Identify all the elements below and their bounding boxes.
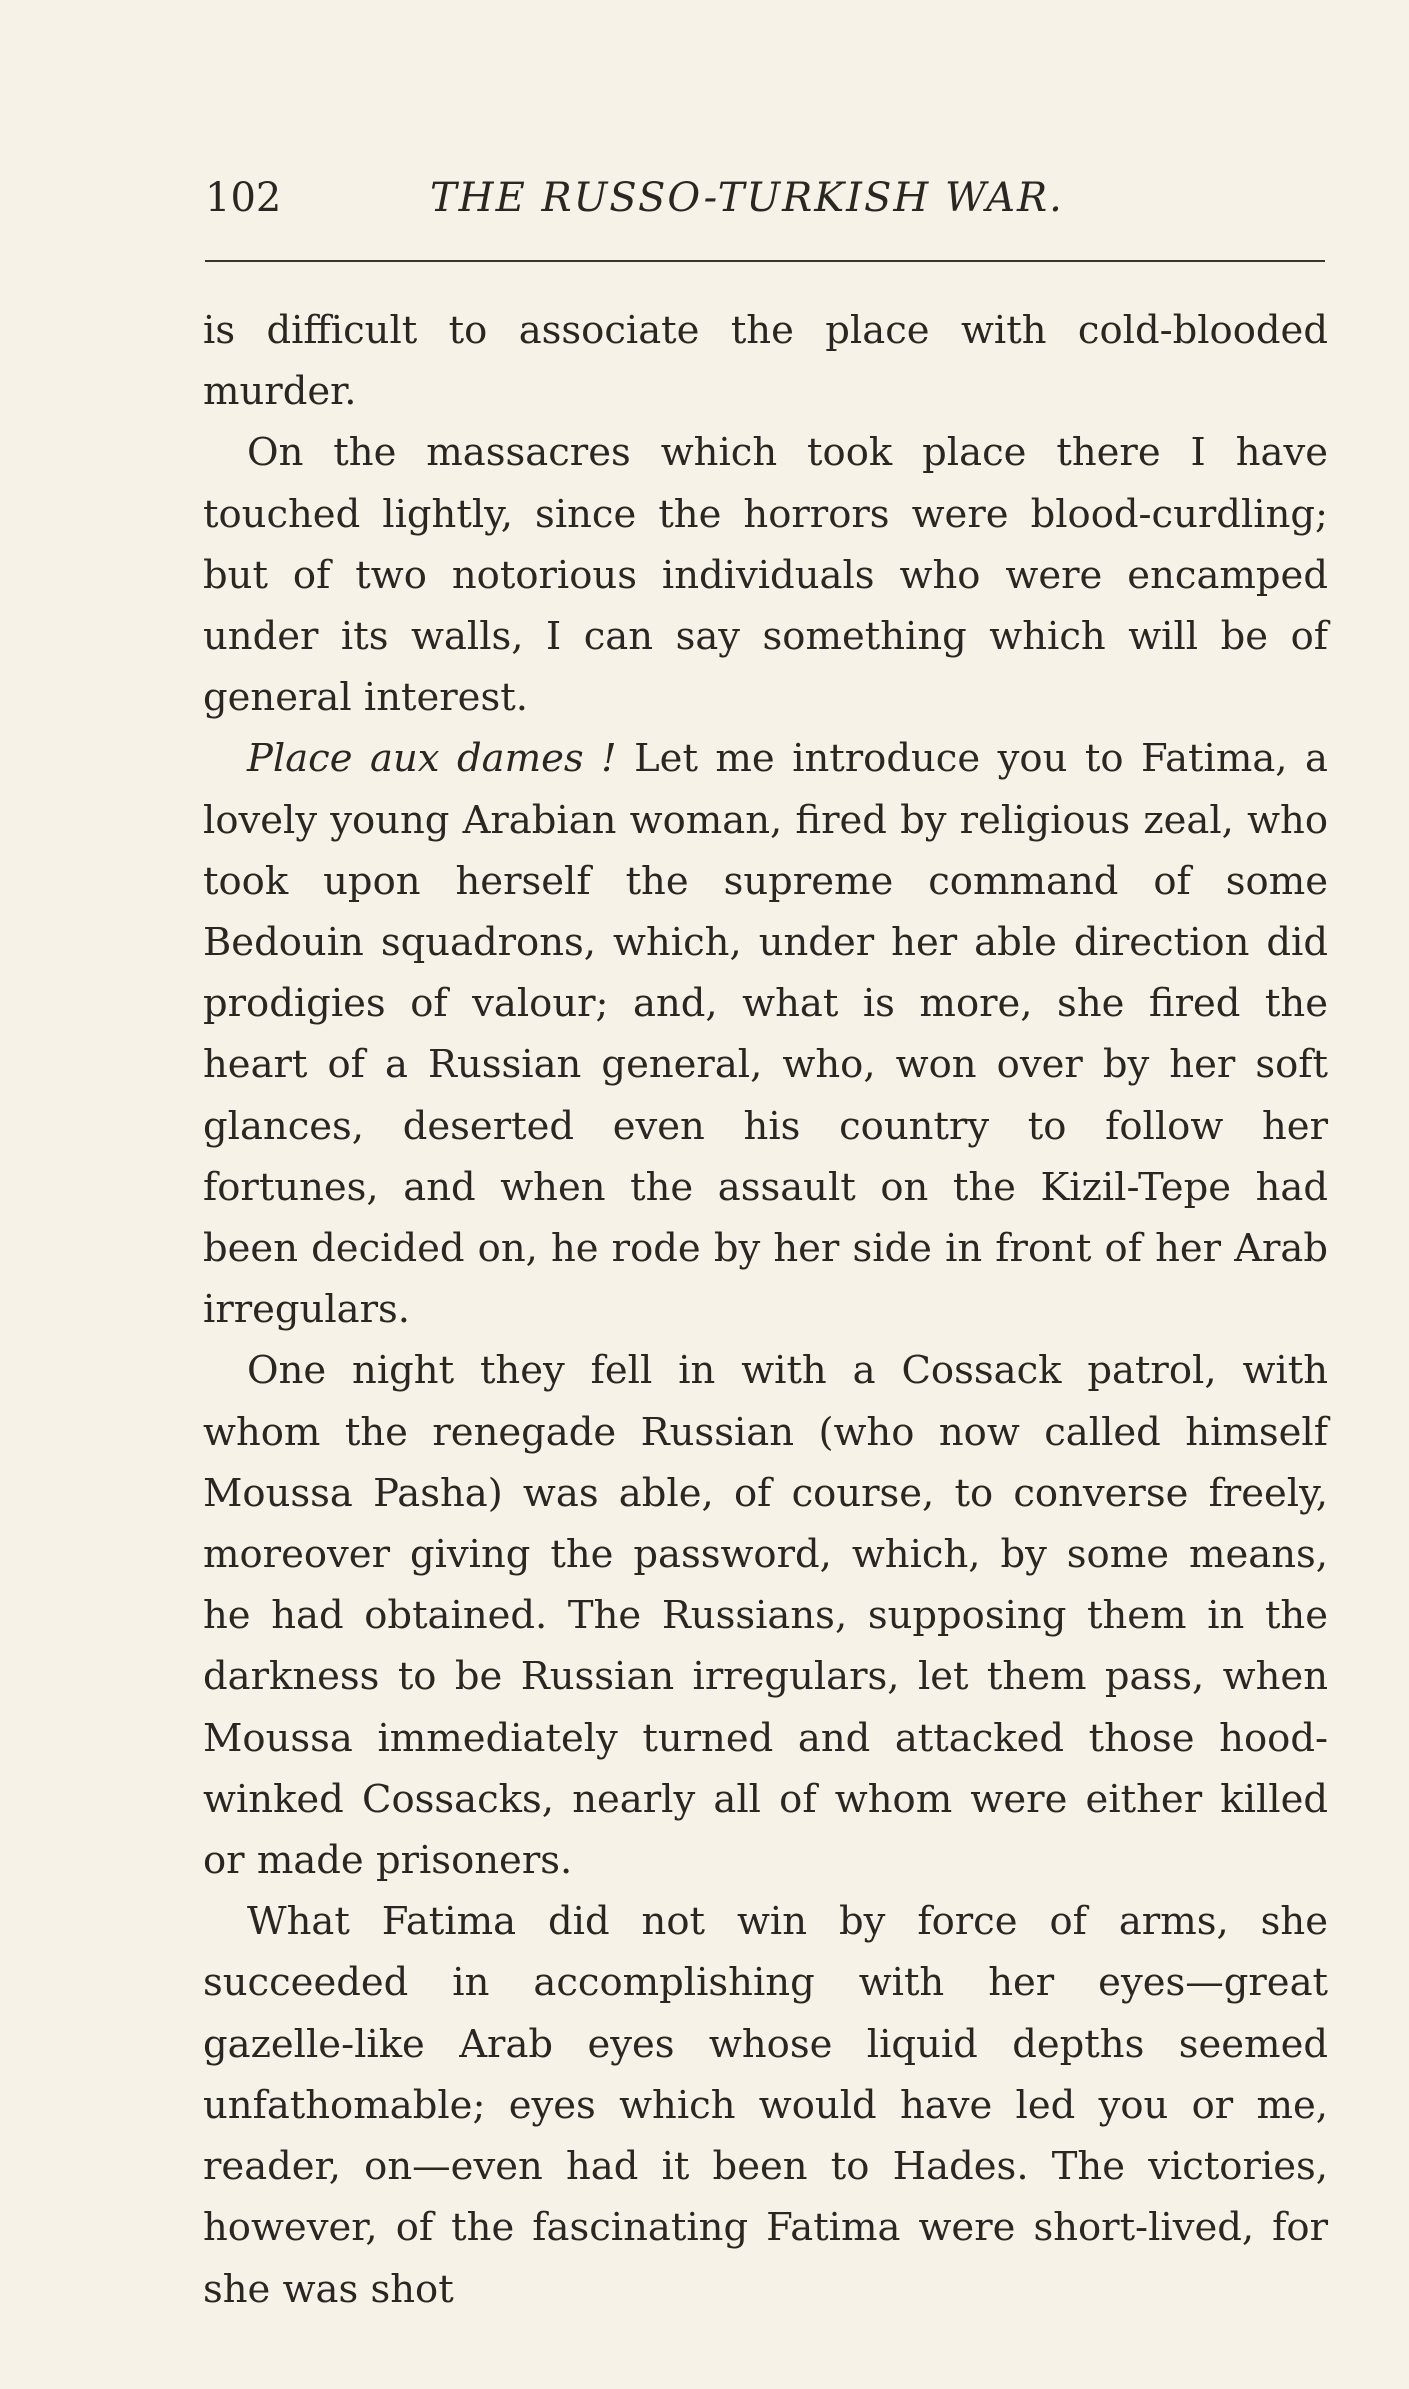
paragraph: [203, 1891, 1328, 2319]
page-header: [205, 168, 1335, 228]
header-rule: [205, 260, 1325, 262]
paragraph: [203, 728, 1328, 1340]
paragraph-text: Let me introduce you to Fatima, a lovely young Arabian woman, fired by religious zeal, who took upon herself the supreme command of some Bedouin squadrons, which, under her able direction did prodigies of valour; and, what is more, she fired the heart of a Russian general, who, won over by her soft glances, deserted even his country to follow her fortunes, and when the assault on the Kizil-Tepe had been decided on, he rode by her side in front of her Arab irregulars.: [203, 736, 1328, 1333]
paragraph-continued: [203, 300, 1328, 422]
running-title: THE RUSSO-TURKISH WAR.: [430, 175, 1064, 221]
paragraph: [203, 1340, 1328, 1891]
emphasis-phrase: Place aux dames !: [247, 736, 617, 782]
paragraph-text: What Fatima did not win by force of arms, she succeeded in accomplishing with her eyes—great gazelle-like Arab eyes whose liquid depths seemed unfathomable; eyes which would have led you or me, reader, on—even had it been to Hades. The victories, however, of the fascinating Fatima were short-lived, for she was shot: [203, 1899, 1328, 2312]
paragraph: [203, 422, 1328, 728]
page-number: 102: [205, 175, 282, 221]
paragraph-text: is difficult to associate the place with cold-blooded murder.: [203, 308, 1328, 415]
body-text: [203, 300, 1328, 2320]
paragraph-text: On the massacres which took place there I have touched lightly, since the horrors were blood-curdling; but of two notorious individuals who were encamped under its walls, I can say something which will be of general interest.: [203, 430, 1328, 721]
paragraph-text: One night they fell in with a Cossack patrol, with whom the renegade Russian (who now called himself Moussa Pasha) was able, of course, to converse freely, moreover giving the password, which, by some means, he had obtained. The Russians, supposing them in the darkness to be Russian irregulars, let them pass, when Moussa immediately turned and attacked those hood-winked Cossacks, nearly all of whom were either killed or made prisoners.: [203, 1348, 1328, 1884]
